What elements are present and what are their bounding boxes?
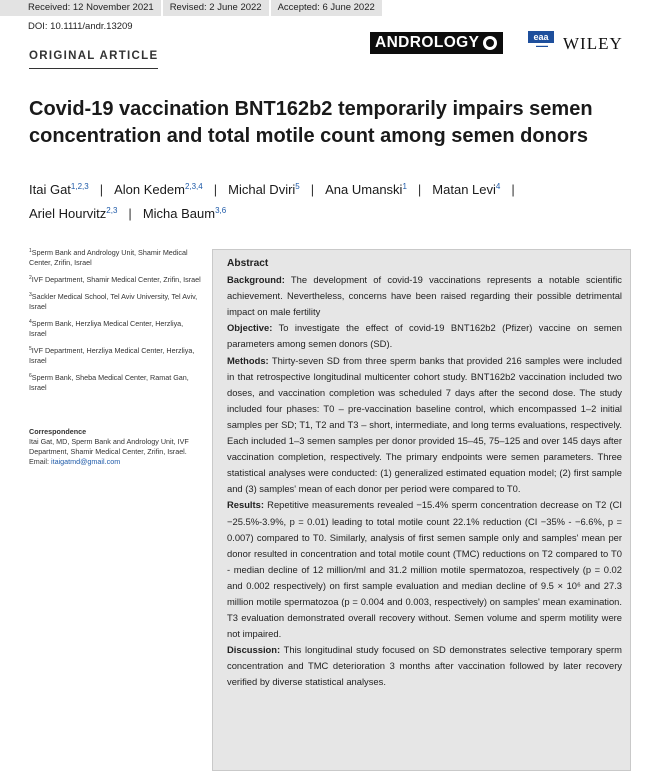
- correspondence: [29, 427, 201, 467]
- author[interactable]: Matan Levi$^4$: [432, 182, 501, 197]
- section-label: ORIGINAL ARTICLE: [29, 50, 159, 62]
- abstract-methods: Methods: Thirty-seven SD from three sperm banks that provided 216 samples were included in that retrospective longitudinal multicenter cohort study. BNT162b2 vaccination included two doses, and vaccination completion was scheduled 7 days after the second dose. The study included four phases: T0 – pre-vaccination baseline control, which encompassed 1–2 initial samples per SD; T1, T2 and T3 – short, intermediate, and long terms evaluations, respectively. Each included 1–3 semen samples per donor provided 15–45, 75–125 and over 145 days after vaccination completion, respectively. The primary endpoints were semen parameters. Three statistical analyses were conducted: (1) generalized estimated equation model; (2) first sample and (3) samples' mean of each donor per period were compared to T0.: [227, 354, 622, 495]
- abstract-objective: Objective: To investigate the effect of covid-19 BNT162b2 (Pfizer) vaccine on semen parameters among semen donors (SD).: [227, 322, 622, 350]
- affiliations: [29, 246, 201, 398]
- abstract-box: [212, 249, 631, 771]
- correspondence-email-row: Email: itaigatmd@gmail.com: [29, 457, 121, 466]
- doi[interactable]: DOI: 10.1111/andr.13209: [28, 21, 133, 32]
- email-link[interactable]: itaigatmd@gmail.com: [50, 457, 121, 466]
- author[interactable]: Ariel Hourvitz$^{2,3}$: [29, 206, 118, 221]
- author[interactable]: Ana Umanski$^1$: [325, 182, 407, 197]
- accepted-date: Accepted: 6 June 2022: [271, 0, 382, 16]
- affiliation: $^6$Sperm Bank, Sheba Medical Center, Ramat Gan, Israel: [29, 373, 189, 392]
- affiliation: $^5$IVF Department, Herzliya Medical Center, Herzliya, Israel: [29, 346, 195, 365]
- eaa-logo-text: eaa: [528, 31, 554, 43]
- abstract-results: Results: Repetitive measurements revealed −15.4% sperm concentration decrease on T2 (CI −25.5%-3.9%, p = 0.01) leading to total motile count 22.1% reduction (CI −35% - −6.6%, p = 0.007) compared to T0. Similarly, analysis of first semen sample only and samples' mean per donor resulted in concentration and total motile count (TMC) reductions on T2 compared to T0 - median decline of 12 million/ml and 31.2 million motile spermatozoa, respectively (p = 0.02 and 0.002 respectively) on first sample evaluation and median decline of 9.5 × 10⁶ and 27.3 million motile spermatozoa (p = 0.004 and 0.003, respectively) on samples' mean examination. T3 evaluation demonstrated overall recovery without. Semen volume and sperm motility were not impaired.: [227, 499, 622, 640]
- received-date: Received: 12 November 2021: [0, 0, 161, 16]
- journal-emblem-icon: [483, 36, 497, 50]
- correspondence-body: Itai Gat, MD, Sperm Bank and Andrology Unit, IVF Department, Shamir Medical Center, Zrifin, Israel.: [29, 437, 189, 456]
- author[interactable]: Itai Gat$^{1,2,3}$: [29, 182, 89, 197]
- author[interactable]: Alon Kedem$^{2,3,4}$: [114, 182, 203, 197]
- affiliation: $^3$Sackler Medical School, Tel Aviv University, Tel Aviv, Israel: [29, 292, 198, 311]
- affiliation: $^1$Sperm Bank and Andrology Unit, Shamir Medical Center, Zrifin, Israel: [29, 248, 188, 267]
- date-bar: [0, 0, 384, 16]
- eaa-logo: [528, 31, 556, 53]
- correspondence-heading: Correspondence: [29, 427, 87, 436]
- affiliation: $^4$Sperm Bank, Herzliya Medical Center, Herzliya, Israel: [29, 319, 184, 338]
- section-rule: [29, 68, 158, 69]
- abstract-heading: Abstract: [227, 258, 269, 269]
- journal-name: ANDROLOGY: [375, 34, 480, 51]
- author[interactable]: Michal Dviri$^5$: [228, 182, 300, 197]
- affiliation: $^2$IVF Department, Shamir Medical Center, Zrifin, Israel: [29, 275, 201, 284]
- journal-logo: [370, 32, 503, 54]
- article-title: Covid-19 vaccination BNT162b2 temporarily impairs semen concentration and total motile count among semen donors: [29, 98, 593, 147]
- author-list: Itai Gat$^{1,2,3}$ | Alon Kedem$^{2,3,4}$ | Michal Dviri$^5$ | Ana Umanski$^1$ | Matan Levi$^4$ | Ariel Hourvitz$^{2,3}$ | Micha Baum$^{3,6}$: [29, 182, 515, 221]
- revised-date: Revised: 2 June 2022: [163, 0, 269, 16]
- abstract-discussion: Discussion: This longitudinal study focused on SD demonstrates selective temporary sperm concentration and TMC deterioration 3 months after vaccination followed by later recovery verified by diverse statistical analyses.: [227, 644, 622, 688]
- author[interactable]: Micha Baum$^{3,6}$: [142, 206, 227, 221]
- publisher-logo: WILEY: [563, 34, 623, 53]
- eaa-logo-mark-icon: ▬▬▬: [536, 43, 548, 48]
- abstract-background: Background: The development of covid-19 vaccinations represents a notable scientific achievement. Nevertheless, concerns have been raised regarding their possible detrimental impact on male fertility: [227, 274, 622, 318]
